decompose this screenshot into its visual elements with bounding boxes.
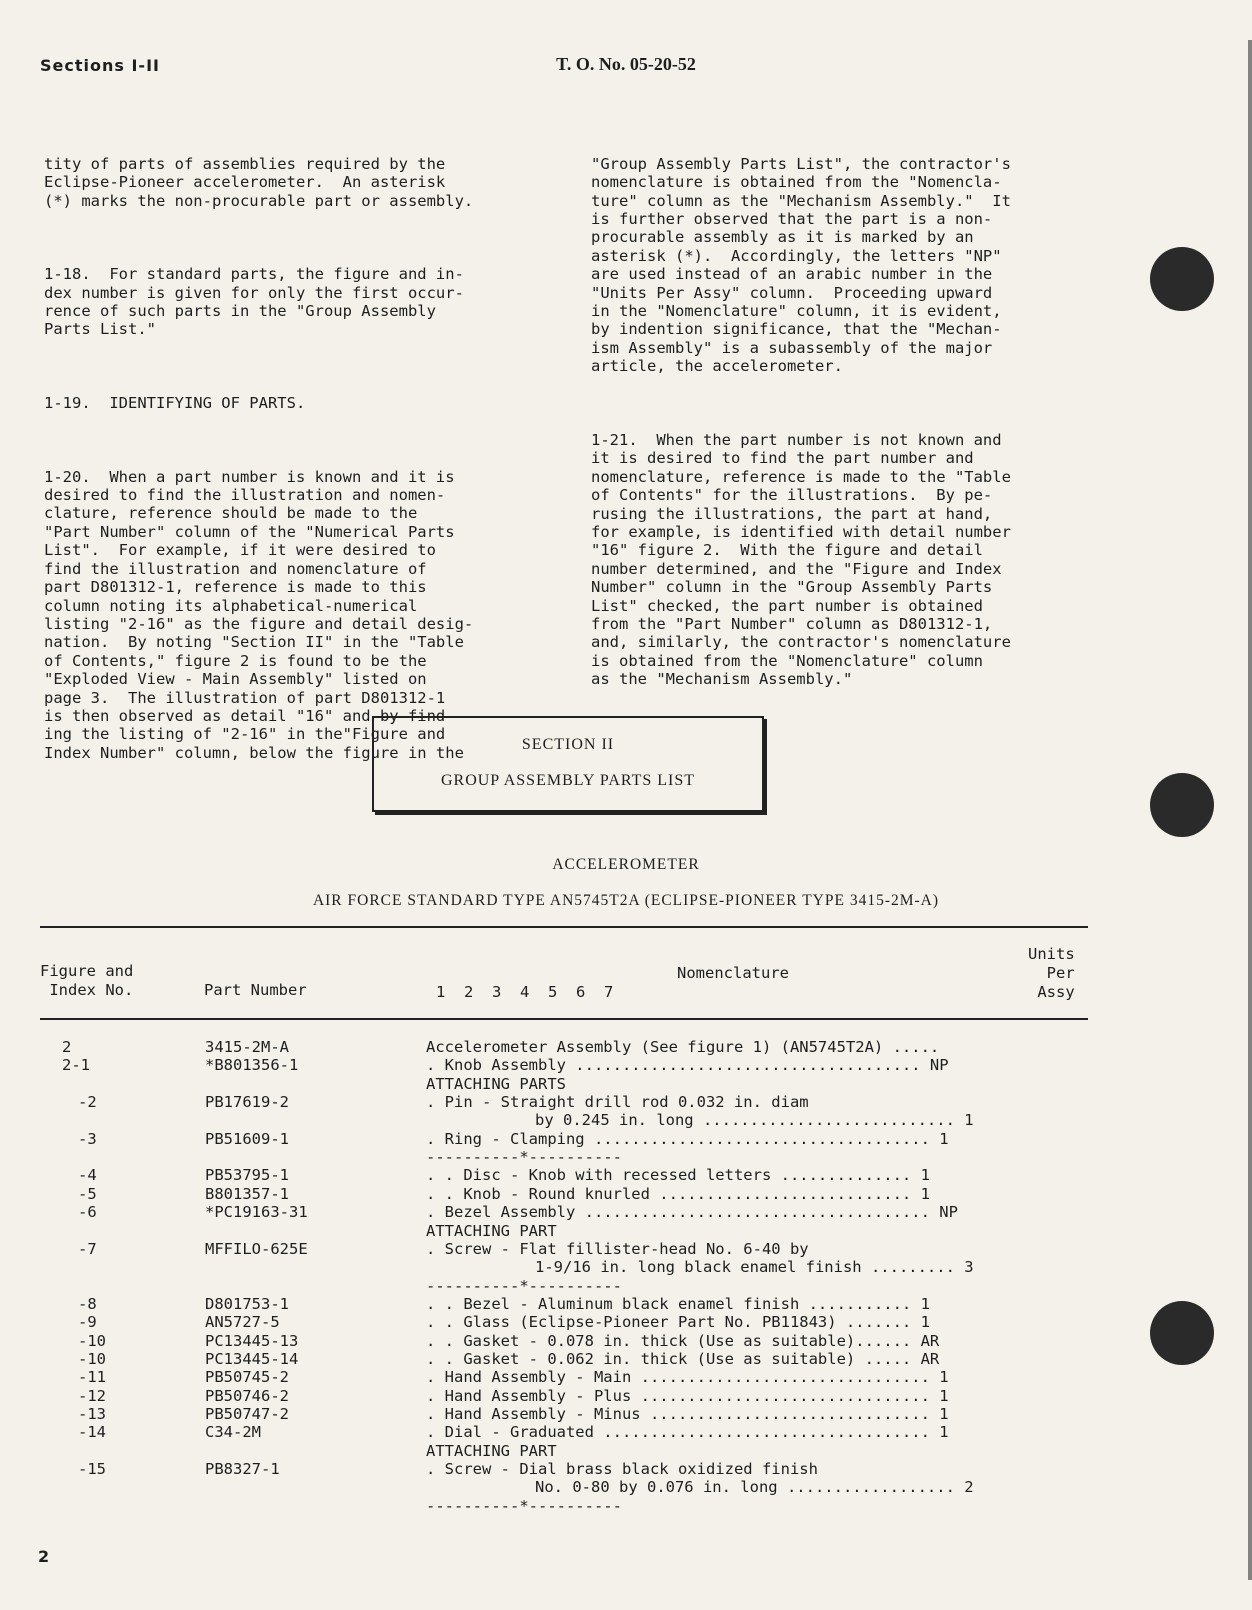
header-figure-index: Figure and Index No. <box>40 962 134 999</box>
figure-index: -2 <box>78 1093 97 1112</box>
nomenclature: . . Bezel - Aluminum black enamel finish ........... 1 <box>426 1294 930 1313</box>
figure-index: -5 <box>78 1184 97 1203</box>
header-part-number: Part Number <box>204 981 307 999</box>
part-number: 3415-2M-A <box>205 1038 289 1056</box>
paragraph-1-21: 1-21. When the part number is not known and it is desired to find the part number and nomenclature, reference is made to the "Table of Contents" for the illustrations. By pe- rusing the illustrations, the part at hand, for example, is identified with detail number "16" figure 2. With the figure and detail number determined, and the "Figure and Index Number" column in the "Group Assembly Parts List" checked, the part number is obtained from the "Part Number" column as D801312-1, and, similarly, the contractor's nomenclature is obtained from the "Nomenclature" column as the "Mechanism Assembly." <box>591 430 1011 689</box>
table-row <box>0 1130 1252 1148</box>
table-row <box>0 1056 1252 1074</box>
table-row <box>0 1295 1252 1313</box>
nomenclature: . . Gasket - 0.078 in. thick (Use as suitable)...... AR <box>426 1331 940 1350</box>
nomenclature: ATTACHING PART <box>426 1221 557 1240</box>
punch-hole <box>1150 773 1214 837</box>
figure-index: -7 <box>78 1239 97 1258</box>
table-row <box>0 1185 1252 1203</box>
punch-hole <box>1150 247 1214 311</box>
table-row <box>0 1166 1252 1184</box>
nomenclature: . Hand Assembly - Plus ............................... 1 <box>426 1386 949 1405</box>
to-number: T. O. No. 05-20-52 <box>556 54 696 74</box>
left-text-column <box>44 118 473 799</box>
nomenclature: . Pin - Straight drill rod 0.032 in. diam <box>426 1093 809 1112</box>
section-number: SECTION II <box>521 736 615 753</box>
figure-index: 2-1 <box>62 1056 90 1075</box>
part-number: *PC19163-31 <box>205 1203 308 1222</box>
part-number: PB50747-2 <box>205 1405 289 1423</box>
table-row <box>0 1460 1252 1478</box>
part-number: PB51609-1 <box>205 1129 289 1148</box>
table-row <box>0 1038 1252 1056</box>
header-units-per-assy: Units Per Assy <box>1028 945 1075 1001</box>
table-row <box>0 1313 1252 1331</box>
nomenclature: . Ring - Clamping .................................... 1 <box>426 1129 949 1148</box>
table-header-rule <box>40 1018 1088 1020</box>
table-row <box>0 1387 1252 1405</box>
part-number: PB17619-2 <box>205 1093 289 1112</box>
nomenclature: ----------*---------- <box>426 1148 622 1167</box>
table-row <box>0 1497 1252 1515</box>
nomenclature: ATTACHING PART <box>426 1441 557 1460</box>
right-text-column <box>591 118 1011 725</box>
section-range: Sections I-II <box>40 56 160 75</box>
figure-index: -10 <box>78 1349 106 1368</box>
figure-index: -4 <box>78 1166 97 1185</box>
table-row <box>0 1222 1252 1240</box>
table-row <box>0 1240 1252 1258</box>
nomenclature: . . Glass (Eclipse-Pioneer Part No. PB11843) ....... 1 <box>426 1313 930 1332</box>
paragraph-1-18: 1-18. For standard parts, the figure and in- dex number is given for only the first occur- rence of such parts in the "Group Assembly Parts List." <box>44 265 464 339</box>
part-number: AN5727-5 <box>205 1313 280 1332</box>
table-title: ACCELEROMETER <box>552 856 700 873</box>
nomenclature: No. 0-80 by 0.076 in. long .................. 2 <box>535 1478 974 1497</box>
figure-index: -9 <box>78 1313 97 1332</box>
nomenclature: . Dial - Graduated ................................... 1 <box>426 1423 949 1442</box>
part-number: PB50746-2 <box>205 1386 289 1405</box>
figure-index: -3 <box>78 1129 97 1148</box>
section-title-box <box>372 716 764 812</box>
table-row <box>0 1111 1252 1129</box>
part-number: PB53795-1 <box>205 1166 289 1185</box>
figure-index: -13 <box>78 1405 106 1423</box>
nomenclature: . . Disc - Knob with recessed letters .............. 1 <box>426 1166 930 1185</box>
part-number: MFFILO-625E <box>205 1239 308 1258</box>
figure-index: -15 <box>78 1460 106 1479</box>
paragraph: tity of parts of assemblies required by the Eclipse-Pioneer accelerometer. An asterisk (*) marks the non-procurable part or assembly. <box>44 154 474 210</box>
header-nomenclature: Nomenclature <box>677 964 789 982</box>
nomenclature: ----------*---------- <box>426 1496 622 1515</box>
part-number: C34-2M <box>205 1423 261 1442</box>
table-row <box>0 1423 1252 1441</box>
nomenclature: 1-9/16 in. long black enamel finish ......... 3 <box>535 1258 974 1277</box>
nomenclature: ----------*---------- <box>426 1276 622 1295</box>
nomenclature: . . Knob - Round knurled ........................... 1 <box>426 1184 930 1203</box>
table-row <box>0 1258 1252 1276</box>
table-row <box>0 1332 1252 1350</box>
table-row <box>0 1093 1252 1111</box>
table-subtitle: AIR FORCE STANDARD TYPE AN5745T2A (ECLIPSE-PIONEER TYPE 3415-2M-A) <box>312 892 940 909</box>
nomenclature: . Bezel Assembly ..................................... NP <box>426 1203 958 1222</box>
header-indent-levels: 1 2 3 4 5 6 7 <box>436 983 614 1001</box>
part-number: *B801356-1 <box>205 1056 299 1075</box>
nomenclature: . Screw - Dial brass black oxidized finish <box>426 1460 818 1479</box>
table-row <box>0 1405 1252 1423</box>
figure-index: -10 <box>78 1331 106 1350</box>
figure-index: -8 <box>78 1294 97 1313</box>
part-number: PC13445-13 <box>205 1331 299 1350</box>
page-number: 2 <box>38 1547 50 1566</box>
paragraph-1-20: 1-20. When a part number is known and it is desired to find the illustration and nomen- clature, reference should be made to the "Part Number" column of the "Numerical Parts List". For example, if it were desired to find the illustration and nomenclature of part D801312-1, reference is made to this column noting its alphabetical-numerical listing "2-16" as the figure and detail desig- nation. By noting "Section II" in the "Table of Contents," figure 2 is found to be the "Exploded View - Main Assembly" listed on page 3. The illustration of part D801312-1 is then observed as detail "16" and by find- ing the listing of "2-16" in the"Figure and Index Number" column, below the figure in the <box>44 467 474 762</box>
section-title: GROUP ASSEMBLY PARTS LIST <box>440 772 696 789</box>
nomenclature: . Screw - Flat fillister-head No. 6-40 by <box>426 1239 809 1258</box>
part-number: B801357-1 <box>205 1184 289 1203</box>
table-row <box>0 1277 1252 1295</box>
paragraph: "Group Assembly Parts List", the contractor's nomenclature is obtained from the "Nomencla- ture" column as the "Mechanism Assembly." It is further observed that the part is a non- procurable assembly as it is marked by an asterisk (*). Accordingly, the letters "NP" are used instead of an arabic number in the "Units Per Assy" column. Proceeding upward in the "Nomenclature" column, it is evident, by indention significance, that the "Mechan- ism Assembly" is a subassembly of the major article, the accelerometer. <box>591 154 1011 376</box>
table-row <box>0 1368 1252 1386</box>
figure-index: -14 <box>78 1423 106 1442</box>
table-row <box>0 1442 1252 1460</box>
table-row <box>0 1350 1252 1368</box>
figure-index: -12 <box>78 1386 106 1405</box>
nomenclature: . . Gasket - 0.062 in. thick (Use as suitable) ..... AR <box>426 1349 940 1368</box>
heading-1-19: 1-19. IDENTIFYING OF PARTS. <box>44 394 306 413</box>
part-number: D801753-1 <box>205 1294 289 1313</box>
nomenclature: ATTACHING PARTS <box>426 1074 566 1093</box>
table-top-rule <box>40 926 1088 928</box>
nomenclature: Accelerometer Assembly (See figure 1) (AN5745T2A) ..... <box>426 1038 940 1056</box>
nomenclature: . Knob Assembly ..................................... NP <box>426 1056 949 1075</box>
table-row <box>0 1203 1252 1221</box>
figure-index: -11 <box>78 1368 106 1387</box>
figure-index: -6 <box>78 1203 97 1222</box>
nomenclature: . Hand Assembly - Main ............................... 1 <box>426 1368 949 1387</box>
nomenclature: . Hand Assembly - Minus .............................. 1 <box>426 1405 949 1423</box>
nomenclature: by 0.245 in. long ........................... 1 <box>535 1111 974 1130</box>
part-number: PB50745-2 <box>205 1368 289 1387</box>
part-number: PB8327-1 <box>205 1460 280 1479</box>
part-number: PC13445-14 <box>205 1349 299 1368</box>
table-row <box>0 1148 1252 1166</box>
table-row <box>0 1075 1252 1093</box>
table-row <box>0 1478 1252 1496</box>
figure-index: 2 <box>62 1038 72 1056</box>
